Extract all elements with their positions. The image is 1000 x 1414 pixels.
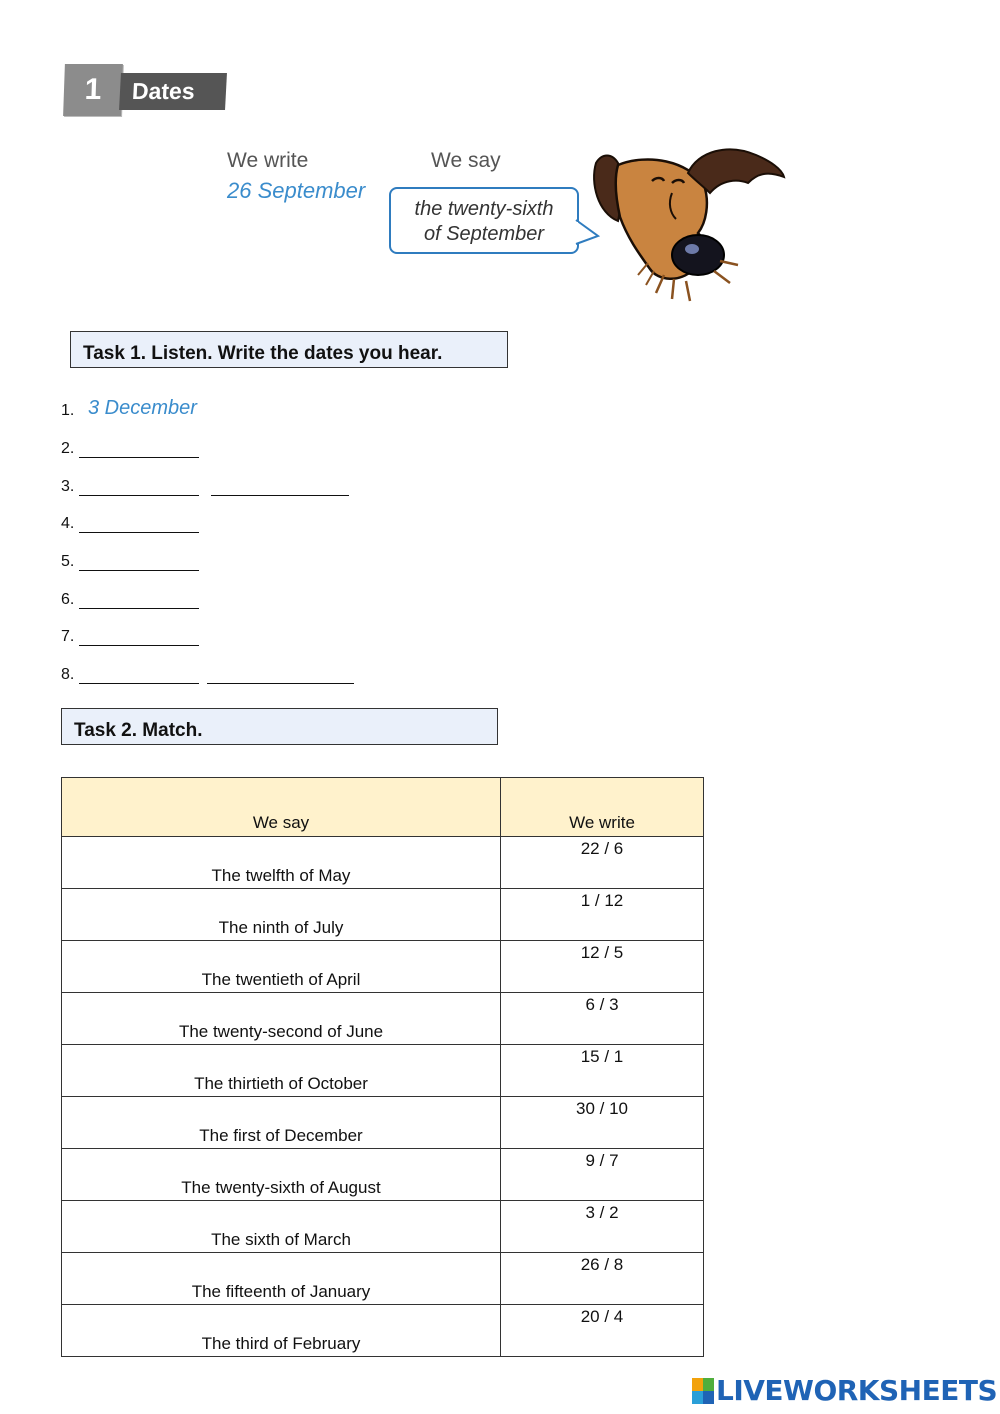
- task1-title: Task 1. Listen. Write the dates you hear.: [83, 343, 443, 364]
- answer-blank[interactable]: [207, 683, 354, 684]
- answer-blank[interactable]: [79, 495, 199, 496]
- list-item-number: 2.: [61, 440, 75, 457]
- table-row: [62, 1253, 704, 1305]
- answer-blank[interactable]: [79, 532, 199, 533]
- answer-blank[interactable]: [79, 570, 199, 571]
- section-title: Dates: [119, 73, 227, 110]
- say-cell: The third of February: [62, 1305, 501, 1357]
- task1-header: [70, 331, 508, 368]
- list-item-number: 5.: [61, 553, 75, 570]
- write-cell[interactable]: 22 / 6: [501, 837, 704, 889]
- write-cell[interactable]: 26 / 8: [501, 1253, 704, 1305]
- write-cell[interactable]: 6 / 3: [501, 993, 704, 1045]
- example-written-date: 26 September: [227, 178, 366, 203]
- table-row: [62, 941, 704, 993]
- table-row: [62, 993, 704, 1045]
- answer-blank[interactable]: [79, 645, 199, 646]
- write-cell[interactable]: 12 / 5: [501, 941, 704, 993]
- speech-bubble: [389, 187, 579, 254]
- list-item-number: 7.: [61, 628, 75, 645]
- answer-blank[interactable]: [79, 457, 199, 458]
- say-cell: The ninth of July: [62, 889, 501, 941]
- write-cell[interactable]: 3 / 2: [501, 1201, 704, 1253]
- write-cell[interactable]: 20 / 4: [501, 1305, 704, 1357]
- speech-bubble-line1: the twenty-sixth: [414, 198, 554, 220]
- column-header-we-write: We write: [501, 778, 704, 837]
- table-row: [62, 1305, 704, 1357]
- liveworksheets-logo-icon: [692, 1378, 714, 1404]
- dog-illustration: [588, 143, 788, 305]
- answer-blank[interactable]: [79, 608, 199, 609]
- speech-bubble-line2: of September: [423, 223, 545, 245]
- write-cell[interactable]: 15 / 1: [501, 1045, 704, 1097]
- table-row: [62, 1201, 704, 1253]
- say-cell: The twenty-sixth of August: [62, 1149, 501, 1201]
- liveworksheets-logo-text: LIVEWORKSHEETS: [716, 1374, 998, 1407]
- answer-blank[interactable]: [211, 495, 349, 496]
- table-row: [62, 1097, 704, 1149]
- task2-title: Task 2. Match.: [74, 720, 203, 741]
- say-cell: The fifteenth of January: [62, 1253, 501, 1305]
- say-cell: The thirtieth of October: [62, 1045, 501, 1097]
- column-header-we-say: We say: [62, 778, 501, 837]
- write-cell[interactable]: 30 / 10: [501, 1097, 704, 1149]
- liveworksheets-logo[interactable]: [692, 1374, 997, 1407]
- answer-blank[interactable]: [79, 683, 199, 684]
- write-cell[interactable]: 1 / 12: [501, 889, 704, 941]
- we-say-label: We say: [431, 149, 501, 172]
- list-item-number: 8.: [61, 666, 75, 683]
- write-cell[interactable]: 9 / 7: [501, 1149, 704, 1201]
- say-cell: The twenty-second of June: [62, 993, 501, 1045]
- table-row: [62, 1045, 704, 1097]
- section-number-badge: 1: [63, 64, 123, 116]
- list-item-number: 4.: [61, 515, 75, 532]
- list-item-number: 3.: [61, 478, 75, 495]
- say-cell: The twelfth of May: [62, 837, 501, 889]
- table-row: [62, 837, 704, 889]
- task2-header: [61, 708, 498, 745]
- say-cell: The first of December: [62, 1097, 501, 1149]
- table-row: [62, 889, 704, 941]
- say-cell: The twentieth of April: [62, 941, 501, 993]
- table-row: [62, 1149, 704, 1201]
- match-table: [61, 777, 704, 1357]
- list-item-number: 6.: [61, 591, 75, 608]
- say-cell: The sixth of March: [62, 1201, 501, 1253]
- list-item-number: 1.: [61, 402, 75, 419]
- table-header-row: [62, 778, 704, 837]
- example-answer: 3 December: [88, 397, 197, 419]
- we-write-label: We write: [227, 149, 309, 172]
